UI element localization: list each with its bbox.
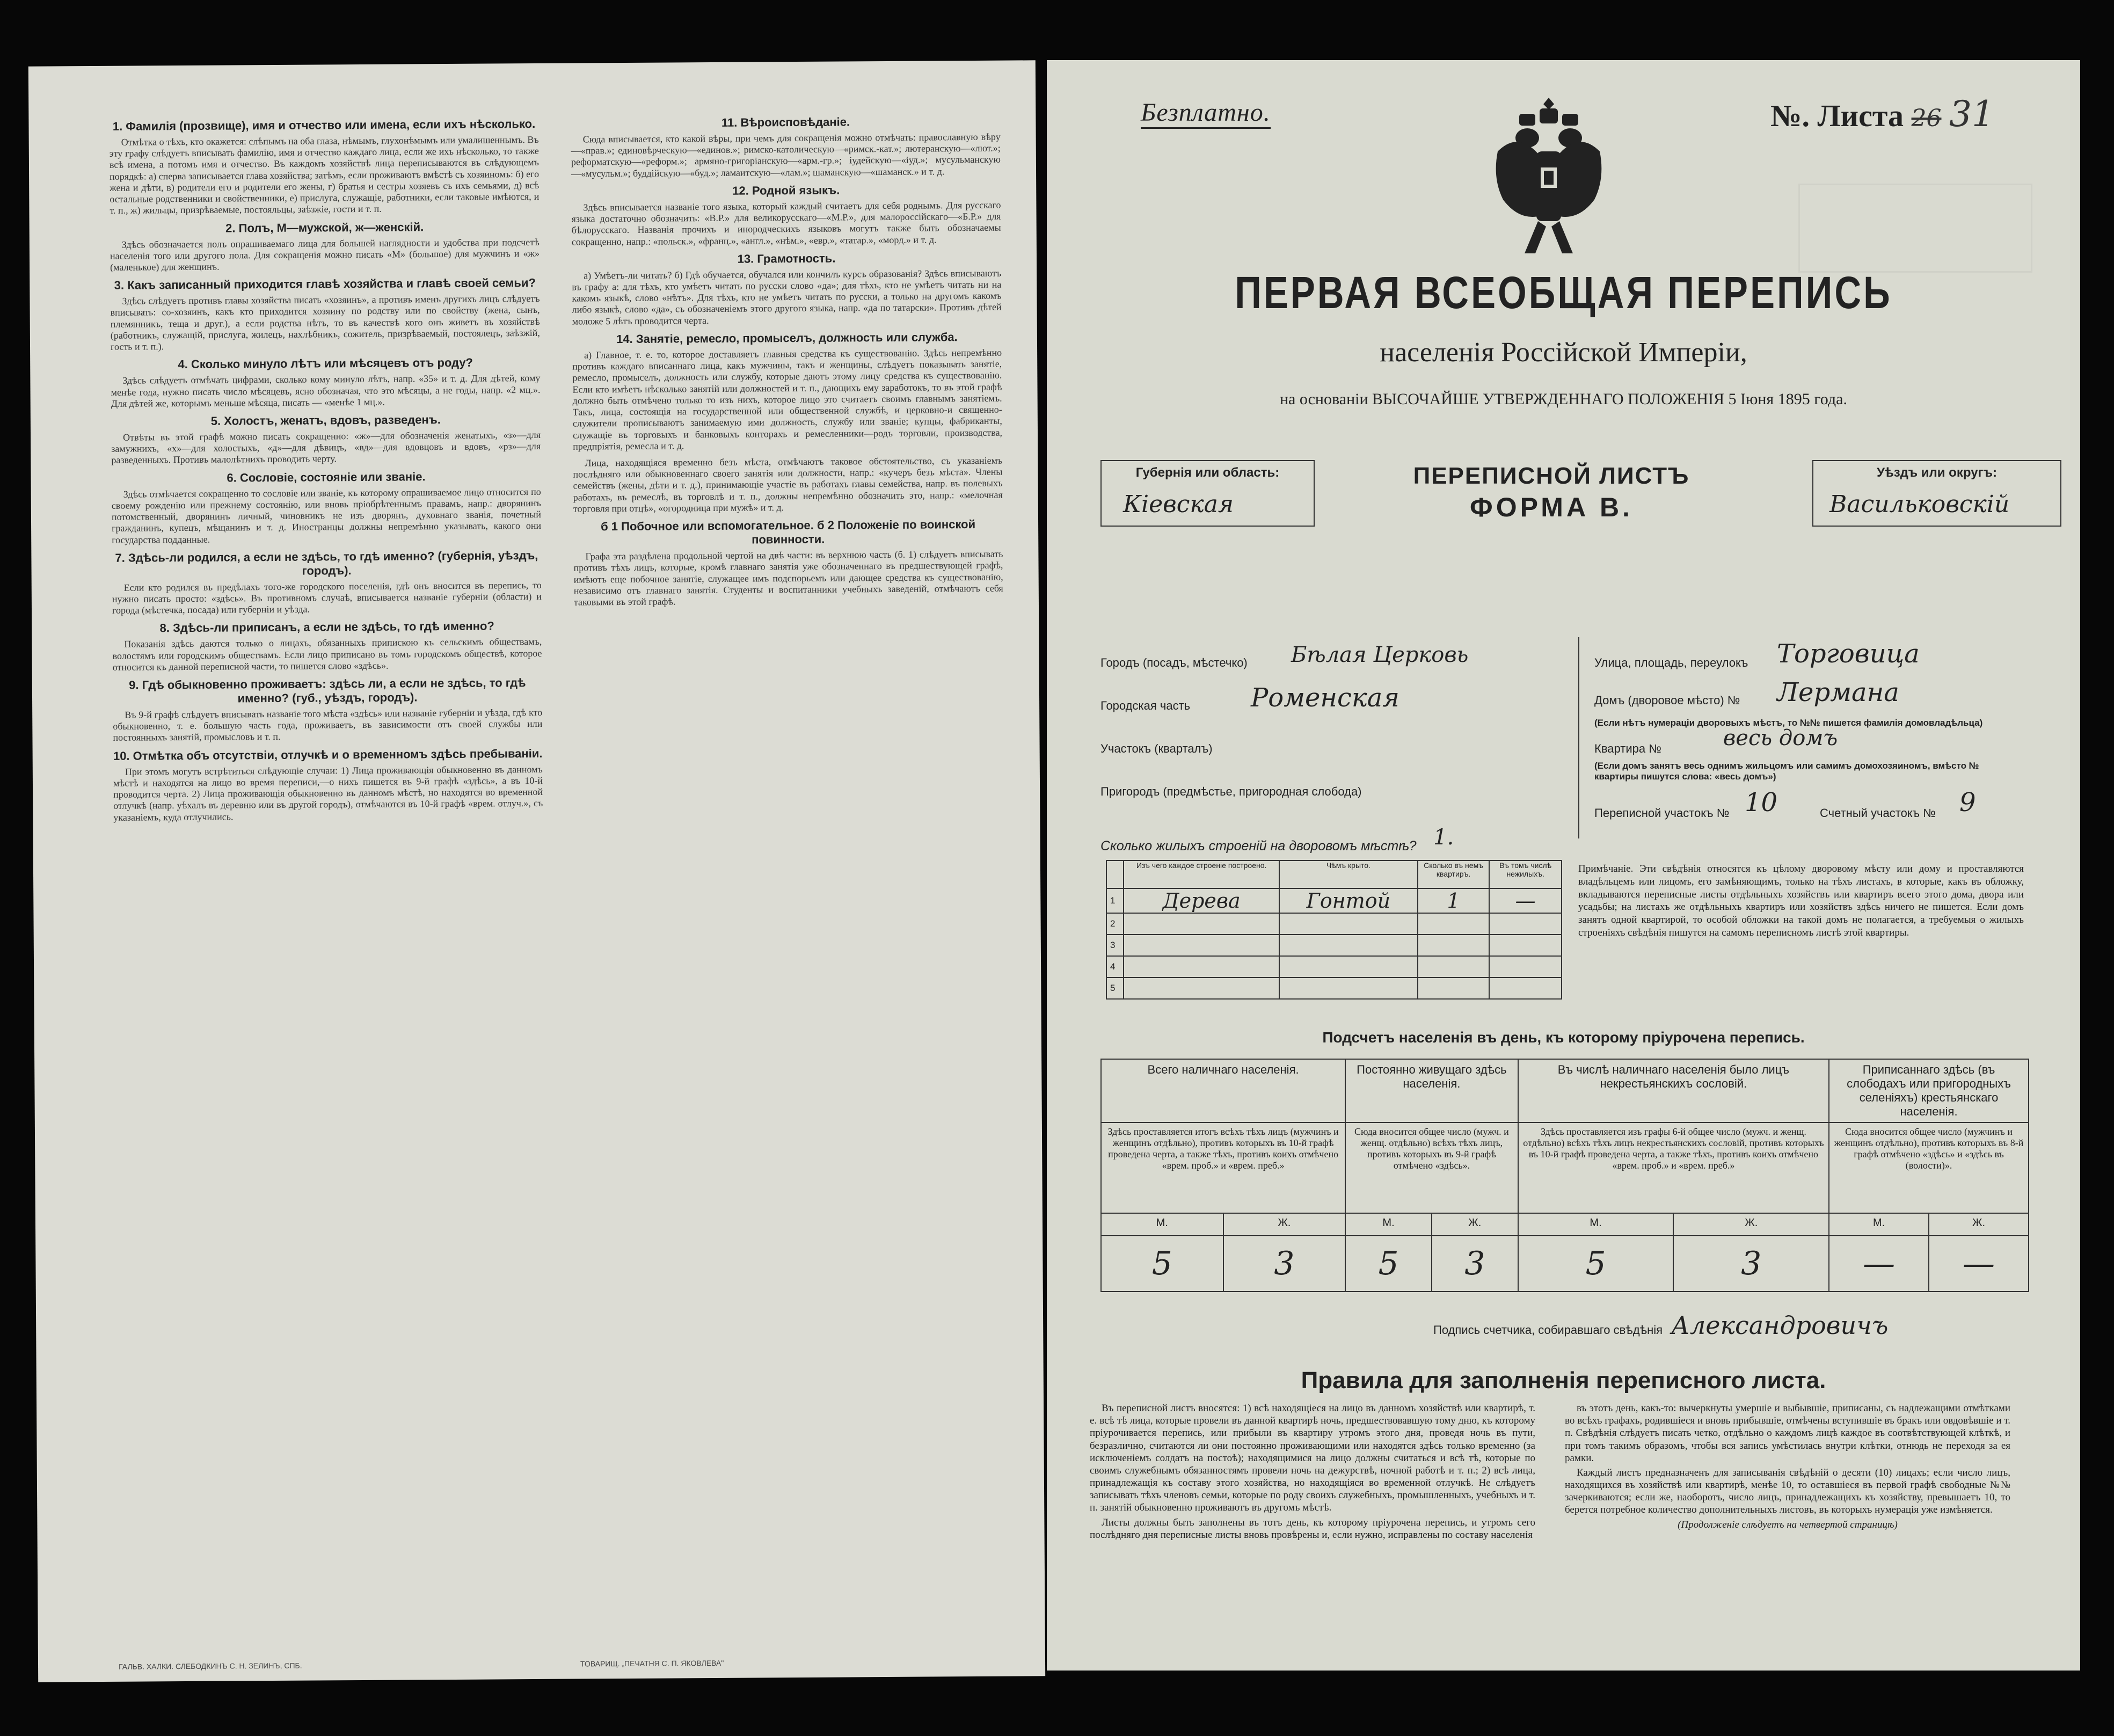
table-row [1106, 978, 1562, 999]
sheet-number-new: 31 [1949, 93, 1994, 135]
free-label: Безплатно. [1141, 98, 1271, 129]
row-roof: Гонтой [1279, 888, 1418, 913]
faded-stamp [1798, 184, 2032, 273]
count-district-value: 9 [1959, 787, 1976, 818]
section-text: Въ 9-й графѣ слѣдуетъ вписывать названіе того мѣста «здѣсь» или названіе губерніи и уѣзда, гдѣ кто обыкновенно, т. е. большую часть года, проживаетъ, въ зависимости отъ своей службы или постоянныхъ занятій, промысловъ и т. п. [113, 706, 543, 743]
row-number: 4 [1106, 956, 1124, 978]
section-heading: 8. Здѣсь-ли приписанъ, а если не здѣсь, то гдѣ именно? [159, 619, 494, 635]
bldg-header-material: Изъ чего каждое строеніе построено. [1124, 860, 1279, 888]
sheet-number [1770, 93, 1994, 135]
section-text: Если кто родился въ предѣлахъ того-же городского поселенія, гдѣ онъ вносится въ перепись, то нужно писать просто: «здѣсь». Въ противномъ случаѣ, вписывается названіе губерніи (области) и города (мѣстечка, посада) или губерніи и уѣзда. [112, 579, 542, 616]
count-header-peasant: Приписаннаго здѣсь (въ слободахъ или пригородныхъ селеніяхъ) крестьянскаго населенія. [1829, 1059, 2029, 1122]
count-explain-total: Здѣсь проставляется итогъ всѣхъ тѣхъ лицъ (мужчинъ и женщинъ отдѣльно), противъ которыхъ въ 10-й графѣ проведена черта, а также тѣхъ, противъ коихъ отмѣчено «врем. проб.» и «врем. преб.» [1101, 1122, 1345, 1213]
row-nonres: — [1489, 888, 1562, 913]
peasant-female-count: — [1929, 1236, 2029, 1292]
section-heading: 2. Полъ, М—мужской, ж—женскій. [225, 220, 424, 235]
row-number: 1 [1106, 888, 1124, 913]
section-text: а) Умѣетъ-ли читать? б) Гдѣ обучается, обучался или кончилъ курсъ образованія? Здѣсь вписываютъ въ графу а: для тѣхъ, кто умѣетъ читать по русски слово «да»; для тѣхъ, кто не умѣетъ читать ни на какомъ языкѣ, слово «нѣтъ». Для тѣхъ, кто не умѣетъ читать по русски, а только на другомъ какомъ либо языкѣ, слово «да», съ обозначеніемъ этого другого языка, напр. «да по татарски». Противъ дѣтей моложе 5 лѣтъ проводится черта. [572, 267, 1002, 327]
signature-value: Александровичъ [1671, 1311, 1889, 1340]
uezd-label: Уѣздъ или округъ: [1876, 465, 1998, 480]
page-subtitle: населенія Россійской Имперіи, [1380, 337, 1747, 368]
rules-column-right [1565, 1402, 2010, 1533]
section-text: Здѣсь слѣдуетъ противъ главы хозяйства писать «хозяинъ», а противъ именъ другихъ лицъ слѣдуетъ вписывать: со-хозяинъ, какъ кто приходится хозяину по родству или по свойству (жена, сынъ, племянникъ, теща и друг.), а если родства нѣтъ, то въ качествѣ кого онъ живетъ въ хозяйствѣ (работникъ, служащій, прислуга, жилецъ, нахлѣбникъ, сожитель, призрѣваемый, постоялецъ, заѣзжій, гость и т. п.). [110, 293, 540, 352]
house-value: Лермана [1777, 677, 1899, 707]
total-female-count: 3 [1223, 1236, 1346, 1292]
census-district-label: Переписной участокъ № [1594, 806, 1730, 820]
field-divider [1578, 637, 1579, 838]
male-label: М. [1829, 1213, 1929, 1236]
sheet-label: №. Листа [1770, 98, 1904, 133]
signature-label: Подпись счетчика, собиравшаго свѣдѣнія [1433, 1323, 1663, 1337]
male-label: М. [1345, 1213, 1432, 1236]
form-title-a: ПЕРЕПИСНОЙ ЛИСТЪ [1413, 463, 1690, 489]
table-row [1106, 935, 1562, 956]
printer-imprint-left: ГАЛЬВ. ХАЛКИ. СЛЕБОДКИНЪ С. Н. ЗЕЛИНЪ, СПБ. [118, 1661, 302, 1671]
city-part-value: Роменская [1251, 683, 1399, 713]
population-count-caption: Подсчетъ населенія въ день, къ которому пріурочена перепись. [1322, 1029, 1805, 1046]
table-row [1106, 913, 1562, 935]
male-label: М. [1518, 1213, 1674, 1236]
female-label: Ж. [1673, 1213, 1829, 1236]
sheet-number-old: 26 [1911, 105, 1942, 132]
left-page [28, 60, 1045, 1682]
section-text: Отвѣты въ этой графѣ можно писать сокращенно: «ж»—для обозначенія женатыхъ, «з»—для замужнихъ, «х»—для холостыхъ, «д»—для дѣвицъ, «вд»—для вдовцовъ и вдовъ, «рз»—для разведенныхъ. Противъ малолѣтнихъ проводить черту. [111, 429, 541, 466]
non-peasant-female-count: 3 [1673, 1236, 1829, 1292]
form-title-b: ФОРМА В. [1470, 492, 1633, 522]
bldg-header-apts: Сколько въ немъ квартиръ. [1418, 860, 1490, 888]
count-district-label: Счетный участокъ № [1820, 806, 1936, 820]
section-text: Графа эта раздѣлена продольной чертой на двѣ части: въ верхнюю часть (б. 1) слѣдуетъ вписывать противъ тѣхъ лицъ, которые, кромѣ главнаго занятія уже обозначеннаго въ предшествующей графѣ, имѣютъ еще побочное занятіе, служащее имъ подспорьемъ или дающее средства къ существованію, независимо отъ главнаго занятія. Студенты и воспитанники учебныхъ заведеній, отмѣчаютъ себя таковыми въ этой графѣ. [573, 548, 1003, 608]
rules-column-left [1090, 1402, 1535, 1543]
row-material: Дерева [1124, 888, 1279, 913]
section-text: Сюда вписывается, кто какой вѣры, при чемъ для сокращенія можно отмѣчать: православную вѣру—«прав.»; единовѣрческую—«единов.»; римско-католическую—«римск.-кат.»; лютеранскую—«лют.»; реформатскую—«реформ.»; армяно-григоріанскую—«арм.-гр.»; іудейскую—«іуд.»; мусульманскую—«мусульм.»; буддійскую—«буд.»; ламаитскую—«лам.»; шаманскую—«шаманск.» и т. д. [571, 131, 1001, 179]
row-number: 3 [1106, 935, 1124, 956]
buildings-question: Сколько жилыхъ строеній на дворовомъ мѣстѣ? [1100, 838, 1417, 854]
buildings-table-header [1106, 860, 1562, 888]
section-heading: 3. Какъ записанный приходится главѣ хозяйства и главѣ своей семьи? [114, 276, 536, 293]
section-heading: 7. Здѣсь-ли родился, а если не здѣсь, то гдѣ именно? (губернія, уѣздъ, городъ). [115, 548, 538, 578]
district-label: Участокъ (кварталъ) [1100, 742, 1213, 755]
male-label: М. [1101, 1213, 1223, 1236]
bldg-header-roof: Чѣмъ крыто. [1279, 860, 1418, 888]
guberniya-box [1100, 460, 1315, 527]
section-heading: 12. Родной языкъ. [732, 183, 840, 198]
section-heading: 5. Холостъ, женатъ, вдовъ, разведенъ. [210, 413, 441, 428]
form-title [1347, 463, 1755, 523]
count-header-total: Всего наличнаго населенія. [1101, 1059, 1345, 1122]
section-text: Показанія здѣсь даются только о лицахъ, обязанныхъ припискою къ сельскимъ обществамъ, волостямъ или городскимъ обществамъ. Если лицо приписано въ томъ городскомъ обществѣ, которое относится къ данной переписной части, то пишется слово «здѣсь». [112, 636, 542, 673]
section-text: Здѣсь отмѣчается сокращенно то сословіе или званіе, къ которому опрашиваемое лицо относится по своему рожденію или прежнему состоянію, или вновь пріобрѣтеннымъ правамъ, напр.: дворянинъ потомственный, дворянинъ личный, чиновникъ не изъ дворянъ, духовнаго званія, почетный гражданинъ, купецъ, мѣщанинъ и т. д. Иностранцы должны непремѣнно указывать, какого они государства подданные. [111, 486, 542, 545]
imperial-eagle-emblem-icon [1487, 92, 1610, 259]
printer-imprint-right: ТОВАРИЩ. „ПЕЧАТНЯ С. П. ЯКОВЛЕВА" [580, 1658, 724, 1668]
female-label: Ж. [1223, 1213, 1346, 1236]
female-label: Ж. [1929, 1213, 2029, 1236]
count-explain-peasant: Сюда вносится общее число (мужчинъ и женщинъ отдѣльно), противъ которыхъ въ 8-й графѣ отмѣчено «здѣсь» и «здѣсь въ (волости)». [1829, 1122, 2029, 1213]
remark-note: Примѣчаніе. Эти свѣдѣнія относятся къ цѣлому дворовому мѣсту или дому и проставляются владѣльцемъ или лицомъ, его замѣняющимъ, только на тѣхъ листахъ, в которые, какъ въ обложку, вкладываются переписные листы отдѣльныхъ хозяйствъ или квартиръ всего этого дома, двора или усадьбы; на листахъ же отдѣльныхъ квартиръ или хозяйствъ здѣсь ничего не пишется. Если домъ занятъ одной квартирой, то особой обложки на такой домъ не полагается, а требуемыя о жилыхъ строеніяхъ свѣдѣнія пишутся на самомъ переписномъ листѣ этой квартиры. [1578, 863, 2024, 938]
permanent-male-count: 5 [1345, 1236, 1432, 1292]
section-heading: 4. Сколько минуло лѣтъ или мѣсяцевъ отъ роду? [178, 356, 473, 371]
female-label: Ж. [1432, 1213, 1518, 1236]
rules-paragraph: Каждый листъ предназначенъ для записыванія свѣдѣній о десяти (10) лицахъ; если число лицъ, находящихся въ хозяйствѣ или квартирѣ, менѣе 10, то оставшіеся въ первой графѣ свободные №№ зачеркиваются; если же, наоборотъ, число лицъ, принадлежащихъ къ хозяйству, превышаетъ 10, то берется потребное количество дополнительныхъ листовъ, въ которыхъ нумерація уже измѣняется. [1565, 1467, 2010, 1516]
section-heading: б 1 Побочное или вспомогательное. б 2 Положеніе по воинской повинности. [600, 517, 976, 546]
legal-basis: на основаніи ВЫСОЧАЙШЕ УТВЕРЖДЕННАГО ПОЛОЖЕНІЯ 5 Іюня 1895 года. [1280, 390, 1847, 408]
row-apts: 1 [1418, 888, 1490, 913]
section-text: Лица, находящіяся временно безъ мѣста, отмѣчаютъ таковое обстоятельство, съ указаніемъ послѣдняго или обыкновеннаго своего занятія или должности, напр.: «кучеръ безъ мѣста». Члены семействъ (жены, дѣти и т. д.), принимающіе участіе въ работахъ главы семейства, напр. въ полевыхъ работахъ, въ ремеслѣ, въ торговлѣ и т. п., должны непремѣнно обозначить это, напр.: «мелочная торговля при отцѣ», «огородница при мужѣ» и т. д. [573, 455, 1003, 514]
section-text: Здѣсь слѣдуетъ отмѣчать цифрами, сколько кому минуло лѣтъ, напр. «35» и т. д. Для дѣтей, кому менѣе года, нужно писать число мѣсяцевъ, ясно обозначая, что это мѣсяцы, а не годы, напр. «2 мц.». Для дѣтей же, которымъ меньше мѣсяца, писать — «менѣе 1 мц.». [111, 373, 541, 409]
count-explain-non-peasant: Здѣсь проставляется изъ графы 6-й общее число (мужч. и женщ. отдѣльно) всѣхъ тѣхъ лицъ некрестьянскихъ сословій, противъ которыхъ въ 10-й графѣ проведена черта, а также тѣхъ, противъ коихъ отмѣчено «врем. проб.» и «врем. преб.» [1518, 1122, 1829, 1213]
section-heading: 6. Сословіе, состояніе или званіе. [227, 469, 426, 485]
section-text: Здѣсь вписывается названіе того языка, который каждый считаетъ для себя роднымъ. Для русскаго языка достаточно обозначить: «В.Р.» для великорусскаго—«М.Р.», для малороссійскаго—«Б.Р.» для бѣлорусскаго. Названія прочихъ и инородческихъ языковъ могутъ также быть обозначаемы сокращенно, напр.: «польск.», «франц.», «англ.», «нѣм.», «евр.», «татар.», «морд.» и т. д. [571, 199, 1001, 247]
section-heading: 11. Вѣроисповѣданіе. [721, 115, 850, 129]
city-part-label: Городская часть [1100, 699, 1191, 712]
section-text: Здѣсь обозначается полъ опрашиваемаго лица для большей наглядности и удобства при подсчетѣ населенія того или другого пола. Для сокращенія можно писать «М» (большое) для мужчинъ и «ж» (маленькое) для женщинъ. [110, 236, 540, 273]
rules-paragraph: Листы должны быть заполнены въ тотъ день, къ которому пріурочена перепись, и утромъ сего послѣдняго дня переписные листы вновь провѣрены и, если нужно, исправлены по составу населенія [1090, 1516, 1535, 1541]
rules-paragraph: Въ переписной листъ вносятся: 1) всѣ находящіеся на лицо въ данномъ хозяйствѣ или квартирѣ, т. е. всѣ тѣ лица, которые провели въ данной квартирѣ ночь, предшествовавшую тому дню, къ которому пріурочивается перепись, или прибыли въ квартиру утромъ этого дня, проведя ночь въ пути, безразлично, считаются ли они постоянно проживающими или находятся здѣсь только временно (за исключеніемъ солдатъ на постоѣ); находящимися на лицо должны считаться и всѣ тѣ, которые по своимъ служебнымъ обязанностямъ провели ночь на дежурствѣ, ночной работѣ и т. п.; 2) всѣ лица, принадлежащія къ составу этого хозяйства, но находящіяся во временной отлучкѣ. Не слѣдуетъ записывать тѣхъ членовъ семьи, которые по роду своихъ служебныхъ, промышленныхъ, учебныхъ и т. п. занятій обыкновенно проживаютъ въ другомъ мѣстѣ. [1090, 1403, 1535, 1514]
population-count-table [1100, 1059, 2029, 1292]
non-peasant-male-count: 5 [1518, 1236, 1674, 1292]
city-label: Городъ (посадъ, мѣстечко) [1100, 656, 1248, 669]
rules-continued-note: (Продолженіе слѣдуетъ на четвертой страницѣ) [1678, 1519, 1898, 1530]
buildings-answer: 1. [1433, 825, 1454, 850]
street-value: Торговица [1777, 639, 1920, 669]
bldg-header-nonres: Въ томъ числѣ нежилыхъ. [1489, 860, 1562, 888]
guberniya-value: Кіевская [1123, 491, 1234, 518]
guberniya-label: Губернія или область: [1135, 465, 1280, 480]
apartment-note: (Если домъ занятъ весь однимъ жильцомъ или самимъ домохозяиномъ, вмѣсто № квартиры пишутся слова: «весь домъ») [1594, 761, 1979, 782]
street-label: Улица, площадь, переулокъ [1594, 656, 1748, 669]
section-heading: 1. Фамилія (прозвище), имя и отчество или имена, если ихъ нѣсколько. [112, 116, 536, 133]
city-value: Бѣлая Церковь [1291, 643, 1469, 667]
section-heading: 13. Грамотность. [737, 251, 836, 266]
uezd-box [1812, 460, 2061, 527]
rules-title: Правила для заполненія переписного листа. [1301, 1367, 1826, 1394]
row-number: 2 [1106, 913, 1124, 935]
table-row [1106, 888, 1562, 913]
buildings-table [1106, 860, 1562, 1000]
section-heading: 14. Занятіе, ремесло, промыселъ, должность или служба. [616, 330, 958, 346]
section-text: Отмѣтка о тѣхъ, кто окажется: слѣпымъ на оба глаза, нѣмымъ, глухонѣмымъ или умалишеннымъ. Въ эту графу слѣдуетъ вписывать фамилію, имя и отчество каждаго лица, если же ихъ нѣсколько, то также всѣ имена, а потомъ имя и отчество. Въ каждомъ хозяйствѣ лица переписываются въ слѣдующемъ порядкѣ: а) сперва записывается глава хозяйства; затѣмъ, если проживаютъ вмѣстѣ съ хозяиномъ: б) его жена и дѣти, в) родители его и родители его жены, г) братья и сестры хозяевъ съ ихъ семьями, д) всѣ остальные родственники и свойственники, е) прислуга, служащіе, работники, если таковые имѣются, и т. п., ж) жильцы, призрѣваемые, постояльцы, заѣзжіе, гости и т. п. [109, 134, 540, 216]
page-title: ПЕРВАЯ ВСЕОБЩАЯ ПЕРЕПИСЬ [1235, 267, 1892, 318]
enumerator-signature [1433, 1311, 1888, 1340]
census-district-value: 10 [1745, 787, 1778, 818]
count-header-non-peasant: Въ числѣ наличнаго населенія было лицъ некрестьянскихъ сословій. [1518, 1059, 1829, 1122]
rules-paragraph: въ этотъ день, какъ-то: вычеркнуты умершіе и выбывшіе, приписаны, съ надлежащими отмѣтками во всѣхъ графахъ, родившіеся и вновь прибывшіе, отмѣчены вступившіе въ бракъ или овдовѣвшіе и т. п. Свѣдѣнія слѣдуетъ писать четко, отдѣльно о каждомъ лицѣ каждое въ соотвѣтствующей клѣткѣ, и при томъ такимъ образомъ, чтобы вся запись умѣстилась внутри клѣтки, отнюдь не переходя за ея рамки. [1565, 1403, 2010, 1464]
house-note: (Если нѣтъ нумераціи дворовыхъ мѣстъ, то №№ пишется фамилія домовладѣльца) [1594, 718, 1983, 728]
permanent-female-count: 3 [1432, 1236, 1518, 1292]
apartment-value: весь домъ [1723, 726, 1838, 750]
suburb-label: Пригородъ (предмѣстье, пригородная слобода) [1100, 785, 1362, 798]
left-column-1 [109, 112, 543, 827]
count-header-permanent: Постоянно живущаго здѣсь населенія. [1345, 1059, 1518, 1122]
section-heading: 10. Отмѣтка объ отсутствіи, отлучкѣ и о временномъ здѣсь пребываніи. [113, 746, 543, 763]
right-page [1047, 60, 2080, 1671]
house-label: Домъ (дворовое мѣсто) № [1594, 694, 1740, 707]
left-column-2 [571, 109, 1003, 611]
total-male-count: 5 [1101, 1236, 1223, 1292]
section-text: а) Главное, т. е. то, которое доставляетъ главныя средства къ существованію. Здѣсь непремѣнно противъ каждаго вписаннаго лица, какъ мужчины, такъ и женщины, слѣдуетъ показывать занятіе, ремесло, промыселъ, должность или службу, которые даютъ этому лицу средства къ существованію. Если кто имѣетъ нѣсколько занятій или должностей и т. п., дающихъ ему заработокъ, то въ этой графѣ должно быть отмѣчено только то изъ нихъ, которое лицо это считаетъ своимъ главнымъ занятіемъ. Такъ, лица, состоящія на государственной или общественной службѣ, и церковно-и священно-служители прописываютъ занимаемую ими должность, службу или званіе; купцы, фабриканты, служащіе въ торговыхъ и банковыхъ конторахъ и ремесленники—родъ торговли, производства, предпріятія, ремесла и т. д. [572, 347, 1003, 452]
section-text: При этомъ могутъ встрѣтиться слѣдующіе случаи: 1) Лица проживающія обыкновенно въ данномъ мѣстѣ и находятся на лицо во время переписи,—о нихъ пишется въ 9-й графѣ «здѣсь», а въ 10-й проводится черта. 2) Лица проживающія обыкновенно въ данномъ мѣстѣ, но находятся во временной отлучкѣ (напр. уѣхалъ въ деревню или въ другой городъ), отмѣчаются въ 10-й графѣ «врем. отлуч.», съ указаніемъ, куда отлучились. [113, 763, 543, 823]
row-number: 5 [1106, 978, 1124, 999]
uezd-value: Васильковскій [1829, 491, 2010, 518]
apartment-label: Квартира № [1594, 742, 1661, 755]
peasant-male-count: — [1829, 1236, 1929, 1292]
table-row [1106, 956, 1562, 978]
section-heading: 9. Гдѣ обыкновенно проживаетъ: здѣсь ли, а если не здѣсь, то гдѣ именно? (губ., уѣздъ, городъ). [129, 676, 526, 705]
count-explain-permanent: Сюда вносится общее число (мужч. и женщ. отдѣльно) всѣхъ тѣхъ лицъ, противъ которыхъ въ 9-й графѣ отмѣчено «здѣсь». [1345, 1122, 1518, 1213]
